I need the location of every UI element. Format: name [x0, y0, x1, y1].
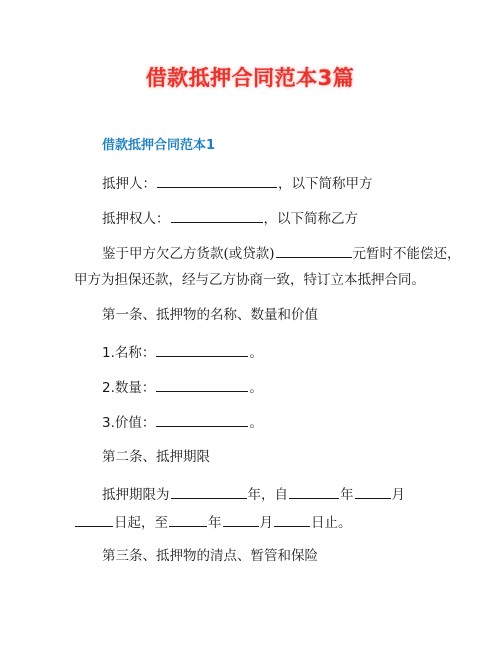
end-year-unit: 年: [208, 515, 222, 531]
item-value-blank: [156, 412, 248, 427]
item-name-label: 名称：: [114, 345, 156, 361]
mortgagor-line: [102, 173, 373, 193]
period-line-2: [74, 512, 352, 532]
item-name-blank: [156, 342, 248, 357]
item-value-end: 。: [249, 415, 263, 431]
item-qty-end: 。: [249, 380, 263, 396]
article-2-heading: 第二条、抵押期限: [102, 449, 210, 465]
mortgagor-label: 抵押人：: [102, 176, 156, 192]
mortgagee-line: [102, 208, 358, 228]
end-day-unit: 日止。: [311, 515, 352, 531]
section-subtitle: 借款抵押合同范本1: [102, 138, 216, 153]
item-name-end: 。: [249, 345, 263, 361]
period-until: 日起，至: [114, 515, 168, 531]
title-container: [0, 62, 500, 92]
period-line-1: [102, 484, 405, 504]
preamble-prefix: 鉴于甲方欠乙方货款(或贷款): [102, 246, 275, 262]
period-from: 年，自: [247, 487, 288, 503]
item-value-label: 价值：: [114, 415, 156, 431]
item-qty-line: [102, 377, 263, 397]
end-month-blank: [223, 512, 259, 527]
preamble-suffix: 元暂时不能偿还，: [352, 246, 461, 262]
mortgagee-blank: [171, 208, 263, 223]
mortgagor-suffix: ，以下简称甲方: [278, 176, 373, 192]
document-title: 借款抵押合同范本3篇: [145, 66, 355, 90]
end-day-blank: [274, 512, 310, 527]
article-3-heading: 第三条、抵押物的清点、暂管和保险: [102, 548, 318, 564]
item-qty-label: 数量：: [114, 380, 156, 396]
start-day-blank: [75, 512, 113, 527]
amount-blank: [276, 243, 352, 258]
period-years-blank: [171, 484, 247, 499]
start-month-blank: [355, 484, 391, 499]
mortgagor-blank: [157, 173, 277, 188]
period-prefix: 抵押期限为: [102, 487, 170, 503]
start-year-unit: 年: [340, 487, 354, 503]
item-name-line: [102, 342, 263, 362]
item-value-line: [102, 412, 263, 432]
preamble-line-1: [102, 243, 461, 263]
item-qty-number: 2.: [102, 380, 115, 396]
mortgagee-label: 抵押权人：: [102, 211, 170, 227]
end-month-unit: 月: [259, 515, 273, 531]
item-qty-blank: [156, 377, 248, 392]
article-1-heading: 第一条、抵押物的名称、数量和价值: [102, 307, 318, 323]
mortgagee-suffix: ，以下简称乙方: [263, 211, 358, 227]
preamble-line-2: 甲方为担保还款，经与乙方协商一致，特订立本抵押合同。: [74, 272, 425, 288]
end-year-blank: [169, 512, 207, 527]
item-value-number: 3.: [102, 415, 115, 431]
item-name-number: 1.: [102, 345, 115, 361]
start-month-unit: 月: [391, 487, 405, 503]
start-year-blank: [289, 484, 339, 499]
